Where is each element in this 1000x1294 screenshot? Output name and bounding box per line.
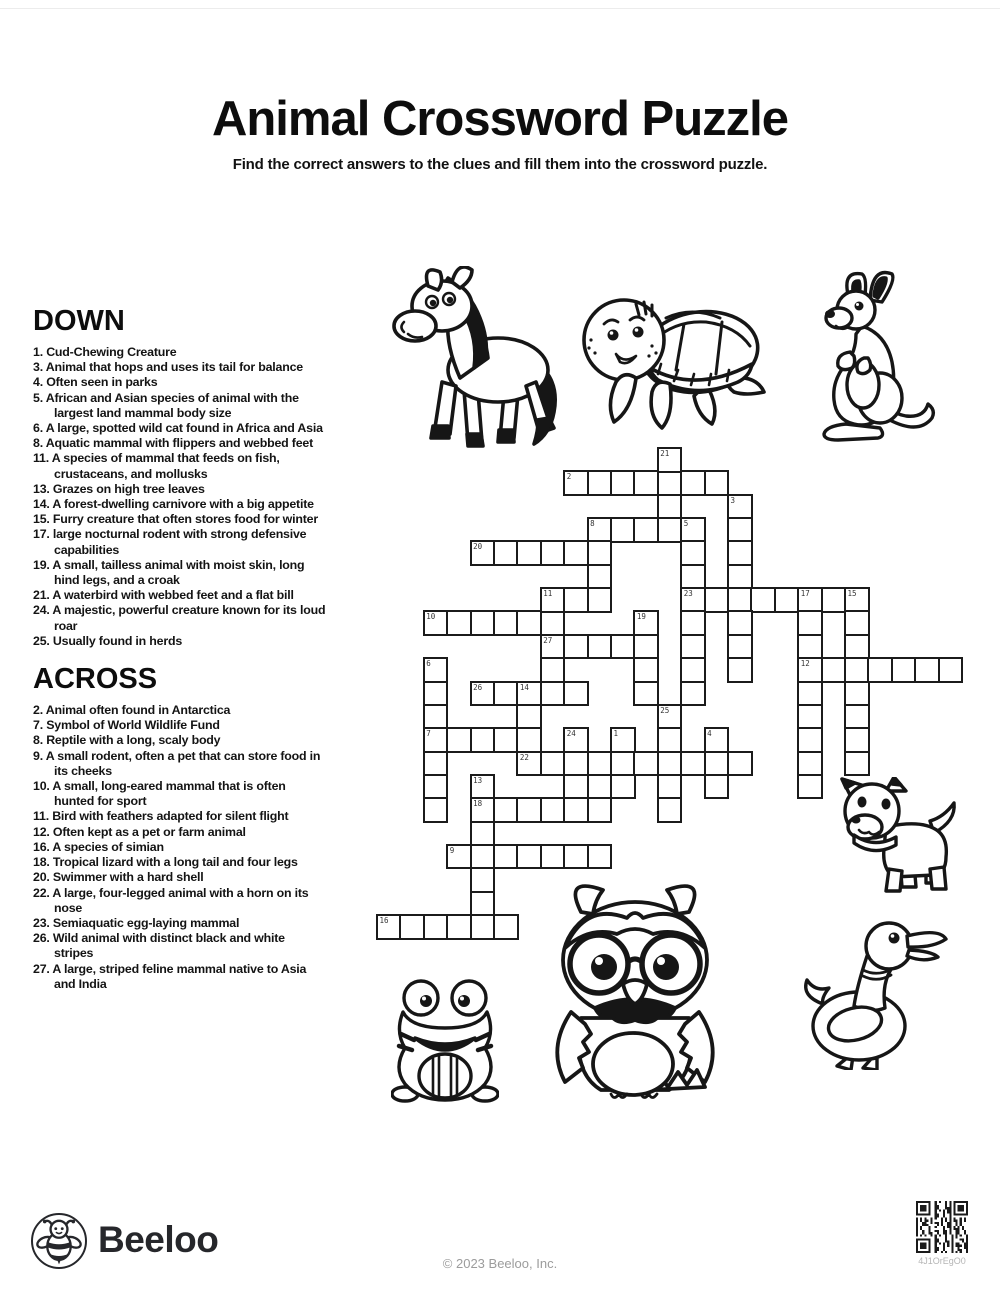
grid-cell[interactable] — [540, 610, 566, 636]
grid-cell[interactable] — [516, 797, 542, 823]
grid-cell[interactable] — [727, 610, 753, 636]
grid-cell[interactable] — [493, 681, 519, 707]
grid-cell[interactable] — [563, 797, 589, 823]
grid-cell[interactable] — [610, 470, 636, 496]
grid-cell[interactable] — [727, 634, 753, 660]
clue-item: 15. Furry creature that often stores food for winter — [33, 512, 318, 527]
grid-cell[interactable] — [657, 517, 683, 543]
grid-cell[interactable] — [657, 727, 683, 753]
grid-cell[interactable] — [470, 727, 496, 753]
cell-number: 10 — [426, 612, 436, 622]
grid-cell[interactable] — [680, 681, 706, 707]
clue-item: 7. Symbol of World Wildlife Fund — [33, 718, 220, 733]
clue-item: 14. A forest-dwelling carnivore with a big appetite — [33, 497, 314, 512]
clue-item: 23. Semiaquatic egg-laying mammal — [33, 915, 240, 930]
grid-cell[interactable] — [657, 751, 683, 777]
grid-cell[interactable] — [423, 727, 449, 753]
grid-cell[interactable] — [516, 727, 542, 753]
grid-cell[interactable] — [493, 844, 519, 870]
grid-cell[interactable] — [423, 657, 449, 683]
grid-cell[interactable] — [540, 657, 566, 683]
grid-cell[interactable] — [657, 470, 683, 496]
grid-cell[interactable] — [680, 610, 706, 636]
grid-cell[interactable] — [914, 657, 940, 683]
grid-cell[interactable] — [470, 610, 496, 636]
cell-number: 3 — [730, 495, 736, 505]
grid-cell[interactable] — [657, 704, 683, 730]
grid-cell[interactable] — [470, 891, 496, 917]
grid-cell[interactable] — [563, 681, 589, 707]
cell-number: 7 — [426, 729, 431, 739]
grid-cell[interactable] — [797, 657, 823, 683]
grid-cell[interactable] — [446, 844, 472, 870]
cell-number: 14 — [519, 682, 529, 692]
grid-cell[interactable] — [633, 634, 659, 660]
clue-item: 13. Grazes on high tree leaves — [33, 481, 205, 496]
grid-cell[interactable] — [633, 470, 659, 496]
horse-icon — [386, 266, 572, 464]
cell-number: 13 — [473, 775, 483, 785]
clue-item: 16. A species of simian — [33, 839, 164, 854]
clue-item: 25. Usually found in herds — [33, 633, 183, 648]
grid-cell[interactable] — [727, 587, 753, 613]
cell-number: 1 — [613, 729, 619, 739]
grid-cell[interactable] — [446, 914, 472, 940]
grid-cell[interactable] — [446, 610, 472, 636]
grid-cell[interactable] — [587, 634, 613, 660]
clue-item: 2. Animal often found in Antarctica — [33, 703, 231, 718]
cell-number: 9 — [449, 845, 455, 855]
across-heading: ACROSS — [33, 663, 158, 696]
grid-cell[interactable] — [470, 914, 496, 940]
qr-code-label: 4J1OrEgO0 — [918, 1256, 966, 1266]
grid-cell[interactable] — [680, 470, 706, 496]
grid-cell[interactable] — [867, 657, 893, 683]
clue-item: 27. A large, striped feline mammal native to Asia and India — [33, 961, 307, 991]
grid-cell[interactable] — [680, 751, 706, 777]
clue-item: 11. Bird with feathers adapted for silent flight — [33, 809, 289, 824]
clue-item: 24. A majestic, powerful creature known for its loud roar — [33, 603, 326, 633]
grid-cell[interactable] — [563, 844, 589, 870]
grid-cell[interactable] — [633, 657, 659, 683]
grid-cell[interactable] — [657, 494, 683, 520]
grid-cell[interactable] — [633, 517, 659, 543]
kangaroo-icon — [806, 268, 938, 450]
grid-cell[interactable] — [470, 844, 496, 870]
grid-cell[interactable] — [657, 774, 683, 800]
clue-item: 4. Often seen in parks — [33, 375, 158, 390]
cell-number: 18 — [473, 799, 483, 809]
grid-cell[interactable] — [423, 681, 449, 707]
grid-cell[interactable] — [704, 751, 730, 777]
grid-cell[interactable] — [376, 914, 402, 940]
cell-number: 19 — [636, 612, 646, 622]
grid-cell[interactable] — [844, 657, 870, 683]
grid-cell[interactable] — [516, 704, 542, 730]
cell-number: 16 — [379, 916, 389, 925]
clue-item: 26. Wild animal with distinct black and white stripes — [33, 931, 285, 961]
grid-cell[interactable] — [774, 587, 800, 613]
grid-cell[interactable] — [797, 587, 823, 613]
grid-cell[interactable] — [727, 494, 753, 520]
grid-cell[interactable] — [750, 587, 776, 613]
grid-cell[interactable] — [797, 704, 823, 730]
grid-cell[interactable] — [704, 587, 730, 613]
clue-item: 22. A large, four-legged animal with a horn on its nose — [33, 885, 309, 915]
clue-item: 18. Tropical lizard with a long tail and four legs — [33, 855, 298, 870]
grid-cell[interactable] — [844, 634, 870, 660]
grid-cell[interactable] — [844, 587, 870, 613]
grid-cell[interactable] — [446, 727, 472, 753]
grid-cell[interactable] — [680, 657, 706, 683]
grid-cell[interactable] — [423, 751, 449, 777]
grid-cell[interactable] — [727, 564, 753, 590]
grid-cell[interactable] — [540, 797, 566, 823]
clue-item: 19. A small, tailless animal with moist skin, long hind legs, and a croak — [33, 557, 305, 588]
grid-cell[interactable] — [540, 844, 566, 870]
clue-item: 21. A waterbird with webbed feet and a flat bill — [33, 588, 294, 603]
grid-cell[interactable] — [680, 517, 706, 543]
page-title: Animal Crossword Puzzle — [211, 91, 788, 146]
grid-cell[interactable] — [610, 774, 636, 800]
grid-cell[interactable] — [540, 634, 566, 660]
clues-panel — [33, 305, 327, 992]
clue-item: 5. African and Asian species of animal with the largest land mammal body size — [33, 390, 299, 420]
clue-item: 17. large nocturnal rodent with strong defensive capabilities — [33, 527, 307, 557]
grid-cell[interactable] — [493, 610, 519, 636]
grid-cell[interactable] — [540, 681, 566, 707]
clue-item: 10. A small, long-eared mammal that is often hunted for sport — [33, 779, 286, 809]
grid-cell[interactable] — [587, 797, 613, 823]
clue-item: 6. A large, spotted wild cat found in Africa and Asia — [33, 421, 323, 436]
grid-cell[interactable] — [610, 517, 636, 543]
cell-number: 20 — [473, 542, 483, 552]
cell-number: 4 — [707, 729, 712, 739]
grid-cell[interactable] — [493, 540, 519, 566]
cell-number: 27 — [543, 635, 553, 645]
grid-cell[interactable] — [844, 704, 870, 730]
grid-cell[interactable] — [563, 751, 589, 777]
grid-cell[interactable] — [516, 844, 542, 870]
grid-cell[interactable] — [563, 774, 589, 800]
grid-cell[interactable] — [680, 540, 706, 566]
grid-cell[interactable] — [587, 517, 613, 543]
grid-cell[interactable] — [891, 657, 917, 683]
grid-cell[interactable] — [821, 657, 847, 683]
grid-cell[interactable] — [797, 774, 823, 800]
grid-cell[interactable] — [470, 821, 496, 847]
grid-cell[interactable] — [399, 914, 425, 940]
grid-cell[interactable] — [657, 797, 683, 823]
grid-cell[interactable] — [680, 634, 706, 660]
grid-cell[interactable] — [423, 610, 449, 636]
grid-cell[interactable] — [493, 914, 519, 940]
grid-cell[interactable] — [844, 727, 870, 753]
grid-cell[interactable] — [540, 587, 566, 613]
cell-number: 12 — [800, 659, 810, 669]
page-top-divider — [0, 8, 1000, 9]
grid-cell[interactable] — [516, 610, 542, 636]
cell-number: 11 — [543, 589, 553, 599]
grid-cell[interactable] — [727, 751, 753, 777]
cell-number: 15 — [847, 589, 857, 599]
grid-cell[interactable] — [587, 470, 613, 496]
grid-cell[interactable] — [680, 587, 706, 613]
cell-number: 21 — [660, 449, 670, 458]
clue-item: 12. Often kept as a pet or farm animal — [33, 824, 246, 839]
grid-cell[interactable] — [587, 587, 613, 613]
grid-cell[interactable] — [797, 634, 823, 660]
turtle-icon — [578, 282, 768, 430]
grid-cell[interactable] — [633, 681, 659, 707]
page-subtitle: Find the correct answers to the clues and fill them into the crossword puzzle. — [232, 156, 768, 173]
grid-cell[interactable] — [844, 751, 870, 777]
grid-cell[interactable] — [704, 774, 730, 800]
copyright-text: © 2023 Beeloo, Inc. — [442, 1256, 558, 1271]
cell-number: 23 — [683, 589, 693, 599]
clue-item: 20. Swimmer with a hard shell — [33, 870, 204, 885]
grid-cell[interactable] — [540, 540, 566, 566]
grid-cell[interactable] — [938, 657, 964, 683]
grid-cell[interactable] — [493, 727, 519, 753]
grid-cell[interactable] — [470, 797, 496, 823]
duck-icon — [797, 912, 952, 1070]
grid-cell[interactable] — [610, 727, 636, 753]
grid-cell[interactable] — [633, 751, 659, 777]
cell-number: 22 — [519, 752, 529, 762]
cell-number: 5 — [683, 519, 689, 529]
grid-cell[interactable] — [821, 587, 847, 613]
grid-cell[interactable] — [563, 634, 589, 660]
grid-cell[interactable] — [563, 587, 589, 613]
grid-cell[interactable] — [470, 681, 496, 707]
grid-cell[interactable] — [470, 774, 496, 800]
clue-item: 3. Animal that hops and uses its tail for balance — [33, 360, 303, 375]
grid-cell[interactable] — [727, 540, 753, 566]
dog-icon — [834, 777, 962, 903]
grid-cell[interactable] — [844, 610, 870, 636]
grid-cell[interactable] — [610, 751, 636, 777]
across-clue-list — [33, 703, 327, 992]
grid-cell[interactable] — [516, 751, 542, 777]
grid-cell[interactable] — [587, 751, 613, 777]
grid-cell[interactable] — [423, 774, 449, 800]
grid-cell[interactable] — [797, 727, 823, 753]
grid-cell[interactable] — [423, 914, 449, 940]
grid-cell[interactable] — [610, 634, 636, 660]
grid-cell[interactable] — [587, 844, 613, 870]
grid-cell[interactable] — [470, 867, 496, 893]
clue-item: 8. Aquatic mammal with flippers and webbed feet — [33, 436, 314, 451]
grid-cell[interactable] — [516, 540, 542, 566]
cell-number: 24 — [566, 729, 576, 739]
cell-number: 6 — [426, 659, 431, 669]
frog-icon — [391, 976, 499, 1106]
grid-cell[interactable] — [844, 681, 870, 707]
down-heading: DOWN — [33, 305, 125, 337]
grid-cell[interactable] — [797, 751, 823, 777]
grid-cell[interactable] — [727, 517, 753, 543]
grid-cell[interactable] — [563, 540, 589, 566]
grid-cell[interactable] — [516, 681, 542, 707]
grid-cell[interactable] — [680, 564, 706, 590]
cell-number: 26 — [473, 682, 483, 692]
clue-item: 8. Reptile with a long, scaly body — [33, 733, 221, 748]
grid-cell[interactable] — [540, 751, 566, 777]
cell-number: 8 — [590, 519, 595, 529]
grid-cell[interactable] — [797, 610, 823, 636]
down-clue-list — [33, 345, 327, 649]
grid-cell[interactable] — [423, 704, 449, 730]
brand-name: Beeloo — [98, 1219, 219, 1260]
grid-cell[interactable] — [657, 447, 683, 473]
grid-cell[interactable] — [704, 470, 730, 496]
qr-code — [916, 1201, 968, 1253]
down-clues-section — [33, 305, 327, 649]
owl-icon — [537, 868, 733, 1100]
across-clues-section — [33, 663, 327, 992]
grid-cell[interactable] — [727, 657, 753, 683]
grid-cell[interactable] — [470, 540, 496, 566]
grid-cell[interactable] — [797, 681, 823, 707]
cell-number: 17 — [800, 589, 810, 599]
grid-cell[interactable] — [563, 727, 589, 753]
clue-item: 9. A small rodent, often a pet that can store food in its cheeks — [33, 748, 321, 778]
grid-cell[interactable] — [633, 610, 659, 636]
grid-cell[interactable] — [493, 797, 519, 823]
cell-number: 2 — [566, 472, 572, 482]
grid-cell[interactable] — [423, 797, 449, 823]
clue-item: 11. A species of mammal that feeds on fish, crustaceans, and mollusks — [33, 451, 280, 481]
clue-item: 1. Cud-Chewing Creature — [33, 345, 177, 359]
grid-cell[interactable] — [587, 564, 613, 590]
cell-number: 25 — [660, 705, 670, 715]
grid-cell[interactable] — [587, 540, 613, 566]
grid-cell[interactable] — [563, 470, 589, 496]
grid-cell[interactable] — [704, 727, 730, 753]
